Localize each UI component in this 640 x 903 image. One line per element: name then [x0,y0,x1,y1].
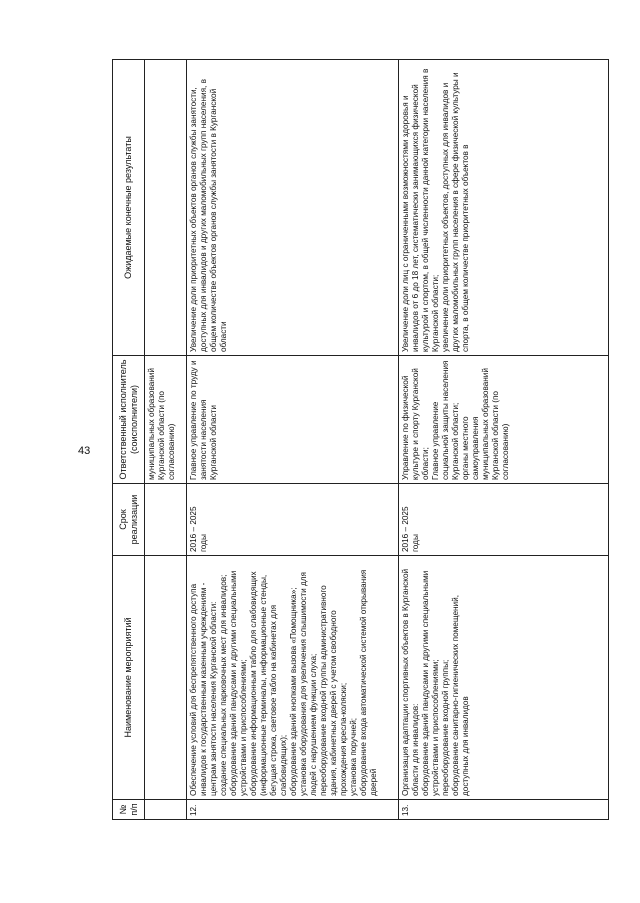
table-header-row [113,60,145,820]
cell-name [187,556,399,800]
cell-name [399,556,609,800]
header-num: № п/п [113,800,145,820]
name-line: переоборудование входной группы административного здания, кабинетных дверей с учетом свободного прохождения кресла-коляски; [319,585,348,796]
name-line: оборудование зданий пандусами и другими специальными устройствами и приспособлениями; [421,570,440,796]
cell-result [399,60,609,356]
name-line: оборудование санитарно-гигиенических помещений, доступных для инвалидов [451,595,470,796]
cell-result [145,60,187,356]
cell-term [145,484,187,556]
name-line: создание специальных парковочных мест для инвалидов; [219,574,228,796]
page-number: 43 [78,445,91,457]
header-term: Срок реализации [113,484,145,556]
header-executor: Ответственный исполнитель (соисполнители) [113,356,145,484]
result-line: Увеличение доли лиц с ограниченными возможностями здоровья и инвалидов от 6 до 18 лет, систематически занимающихся физической культурой и спортом, в общей численности данной категории населения в Курганской области; [401,68,440,352]
executor-line: Управление по физической культуре и спорту Курганской области; [401,368,430,480]
table-row-13 [399,60,609,820]
cell-num: 13. [399,800,609,820]
name-line: Организация адаптации спортивных объектов в Курганской области для инвалидов: [401,568,420,796]
name-line: оборудование информационным табло для слабовидящих (информационные терминалы, информационные стенды, бегущая строка, световое табло на кабинетах для слабовидящих); [249,571,288,796]
name-line: Обеспечение условий для беспрепятственного доступа инвалидов к государственным казенным учреждениям - центрам занятости населения Курганской области: [189,582,218,796]
executor-line: органы местного самоуправления муниципальных образований Курганской области (по согласованию) [461,368,510,480]
result-line: увеличение доли приоритетных объектов, доступных для инвалидов и других маломобильных групп населения в сфере физической культуры и спорта, в общем количестве приоритетных объектов в [441,72,470,352]
cell-term: 2016 – 2025 годы [399,484,609,556]
cell-executor: Главное управление по труду и занятости населения Курганской области [187,356,399,484]
cell-term: 2016 – 2025 годы [187,484,399,556]
cell-result: Увеличение доли приоритетных объектов органов службы занятости, доступных для инвалидов и других маломобильных групп населения, в общем количестве объектов органов службы занятости в Курганской области [187,60,399,356]
executor-line: Главное управление социальной защиты населения Курганской области; [431,360,460,480]
cell-num: 12. [187,800,399,820]
header-name: Наименование мероприятий [113,556,145,800]
name-line: установка оборудования для увеличения слышимости для людей с нарушением функции слуха; [299,572,318,796]
measures-table [112,59,609,820]
rotated-table-wrapper [112,60,608,820]
table-row-12 [187,60,399,820]
table-row-continuation [145,60,187,820]
header-result: Ожидаемые конечные результаты [113,60,145,356]
name-line: установка поручней; [349,717,358,796]
cell-executor [399,356,609,484]
cell-num [145,800,187,820]
name-line: оборудование зданий пандусами и другими специальными устройствами и приспособлениями; [229,570,248,796]
name-line: оборудование зданий кнопками вызова «Помощника»; [289,587,298,796]
name-line: переоборудование входной группы; [441,659,450,796]
name-line: оборудование входа автоматической системой открывания дверей [359,569,378,796]
cell-name [145,556,187,800]
cell-executor: муниципальных образований Курганской области (по согласованию) [145,356,187,484]
